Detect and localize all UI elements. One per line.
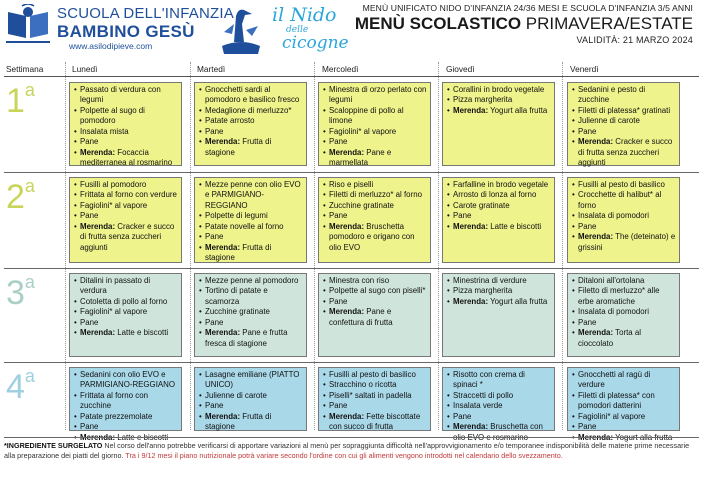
week-number-3 bbox=[6, 274, 35, 313]
menu-item: • Filetti di merluzzo* al forno bbox=[323, 190, 427, 200]
snack-text: Latte e biscotti bbox=[115, 432, 169, 442]
snack-text: The (deteinato) e grissini bbox=[578, 232, 676, 252]
snack-label: Merenda: bbox=[205, 137, 241, 147]
menu-item: • Piselli* saltati in padella bbox=[323, 391, 427, 401]
menu-cell-week4-monday bbox=[69, 367, 182, 442]
snack-label: Merenda: bbox=[80, 221, 116, 231]
row-divider bbox=[4, 172, 699, 173]
snack-label: Merenda: bbox=[80, 328, 116, 338]
menu-item: • Carote gratinate bbox=[447, 201, 551, 211]
menu-item: • Pane bbox=[74, 422, 178, 432]
menu-item: • Julienne di carote bbox=[572, 116, 676, 126]
menu-item: • Pane bbox=[199, 232, 303, 242]
snack-text: Latte e biscotti bbox=[488, 221, 542, 231]
snack-label: Merenda: bbox=[329, 307, 365, 317]
menu-item: • Insalata di pomodori bbox=[572, 211, 676, 221]
nido-logo bbox=[272, 6, 349, 52]
menu-item: • Fagiolini* al vapore bbox=[572, 412, 676, 422]
menu-item: • Ditalini in passato di verdura bbox=[74, 276, 178, 297]
menu-item: • Pane bbox=[447, 211, 551, 221]
table-header-row bbox=[4, 62, 699, 77]
row-divider bbox=[4, 362, 699, 363]
column-header-wednesday: Mercoledì bbox=[322, 64, 359, 74]
snack-item bbox=[74, 328, 178, 338]
snack-item bbox=[74, 148, 178, 169]
snack-item bbox=[199, 243, 303, 264]
menu-item: • Risotto con crema di spinaci * bbox=[447, 370, 551, 391]
menu-item: • Julienne di carote bbox=[199, 391, 303, 401]
menu-item: • Cotoletta di pollo al forno bbox=[74, 297, 178, 307]
menu-item: • Frittata al forno con verdure bbox=[74, 190, 178, 200]
menu-item: • Polpette al sugo di pomodoro bbox=[74, 106, 178, 127]
snack-item bbox=[447, 106, 551, 116]
menu-item: • Crocchette di halibut* al forno bbox=[572, 190, 676, 211]
menu-item: • Filetti di platessa* gratinati bbox=[572, 106, 676, 116]
menu-validity: VALIDITÀ: 21 MARZO 2024 bbox=[576, 34, 693, 45]
menu-item: • Pane bbox=[199, 401, 303, 411]
menu-item: • Pane bbox=[199, 127, 303, 137]
menu-item: • Pane bbox=[199, 318, 303, 328]
menu-cell-week4-wednesday bbox=[318, 367, 431, 431]
menu-item: • Pane bbox=[323, 401, 427, 411]
snack-item bbox=[74, 222, 178, 253]
snack-label: Merenda: bbox=[578, 328, 614, 338]
snack-text: Yogurt alla frutta bbox=[613, 432, 673, 442]
menu-cell-week1-thursday bbox=[442, 82, 555, 166]
menu-item: • Stracchino o ricotta bbox=[323, 380, 427, 390]
menu-cell-week3-thursday bbox=[442, 273, 555, 357]
menu-item: • Patate prezzemolate bbox=[74, 412, 178, 422]
menu-item: • Pane bbox=[323, 297, 427, 307]
snack-item bbox=[199, 328, 303, 349]
menu-item: • Medaglione di merluzzo* bbox=[199, 106, 303, 116]
menu-item: • Fusilli al pesto di basilico bbox=[323, 370, 427, 380]
footer-note-weaning: Tra i 9/12 mesi il piano nutrizionale potrà variare secondo l'ordine con cui gli alimenti vengono introdotti nel calendario dello svezzamento. bbox=[123, 450, 563, 460]
nido-logo-line1: il Nido bbox=[272, 4, 337, 26]
snack-item bbox=[572, 232, 676, 253]
week-number-1-digit: 1 bbox=[6, 82, 25, 120]
menu-cell-week4-thursday bbox=[442, 367, 555, 442]
snack-text: Bruschetta con olio EVO e rosmarino bbox=[453, 422, 543, 442]
snack-label: Merenda: bbox=[205, 411, 241, 421]
footer-note-text: Nel corso dell'anno potrebbe verificarsi di apportare variazioni al menù per sopraggiunta difficoltà nell'approvvigionamento e/o temporanee indisponibilità delle materie prime necessarie alla preparazione dei piatti del giorno. bbox=[4, 441, 690, 460]
snack-text: Fette biscottate con succo di frutta bbox=[329, 411, 421, 432]
menu-cell-week1-friday bbox=[567, 82, 680, 166]
week-number-4 bbox=[6, 368, 35, 407]
menu-cell-week1-wednesday bbox=[318, 82, 431, 166]
menu-item: • Straccetti di pollo bbox=[447, 391, 551, 401]
snack-text: Latte e biscotti bbox=[115, 328, 169, 338]
snack-text: Frutta di stagione bbox=[205, 242, 272, 262]
menu-item: • Mezze penne al pomodoro bbox=[199, 276, 303, 286]
menu-item: • Polpette al sugo con piselli* bbox=[323, 286, 427, 296]
menu-item: • Ditaloni all'ortolana bbox=[572, 276, 676, 286]
menu-item: • Gnocchetti al ragù di verdure bbox=[572, 370, 676, 391]
menu-cell-week1-monday bbox=[69, 82, 182, 166]
week-number-1-suffix: a bbox=[24, 80, 35, 100]
menu-cell-week2-friday bbox=[567, 177, 680, 263]
snack-item bbox=[323, 222, 427, 253]
menu-item: • Pane bbox=[572, 222, 676, 232]
snack-text: Pane e marmellata bbox=[329, 147, 392, 167]
snack-label: Merenda: bbox=[205, 328, 241, 338]
menu-cell-week2-wednesday bbox=[318, 177, 431, 263]
menu-cell-week3-tuesday bbox=[194, 273, 307, 357]
menu-item: • Farfalline in brodo vegetale bbox=[447, 180, 551, 190]
nido-logo-line3: cicogne bbox=[282, 33, 349, 53]
week-number-3-suffix: a bbox=[24, 272, 35, 292]
menu-item: • Minestra con riso bbox=[323, 276, 427, 286]
snack-text: Focaccia mediterranea al rosmarino bbox=[80, 147, 173, 167]
menu-item: • Pane bbox=[74, 137, 178, 147]
menu-item: • Arrosto di lonza al forno bbox=[447, 190, 551, 200]
week-number-3-digit: 3 bbox=[6, 274, 25, 312]
snack-item bbox=[199, 137, 303, 158]
column-divider bbox=[438, 62, 439, 430]
school-name-line1: SCUOLA DELL'INFANZIA bbox=[57, 5, 234, 22]
snack-label: Merenda: bbox=[578, 432, 614, 442]
nido-logo-line2: delle bbox=[286, 25, 309, 35]
menu-item: • Insalata verde bbox=[447, 401, 551, 411]
menu-item: • Polpette di legumi bbox=[199, 211, 303, 221]
menu-item: • Frittata al forno con zucchine bbox=[74, 391, 178, 412]
menu-item: • Pane bbox=[447, 412, 551, 422]
snack-item bbox=[199, 412, 303, 433]
menu-item: • Sedanini e pesto di zucchine bbox=[572, 85, 676, 106]
column-header-tuesday: Martedì bbox=[197, 64, 226, 74]
menu-item: • Pane bbox=[572, 318, 676, 328]
snack-text: Bruschetta pomodoro e origano con olio EVO bbox=[329, 221, 415, 252]
snack-label: Merenda: bbox=[329, 411, 365, 421]
snack-item bbox=[447, 297, 551, 307]
menu-item: • Passato di verdura con legumi bbox=[74, 85, 178, 106]
snack-label: Merenda: bbox=[453, 296, 489, 306]
stork-nest-icon bbox=[212, 2, 270, 58]
column-divider bbox=[190, 62, 191, 430]
menu-item: • Pizza margherita bbox=[447, 286, 551, 296]
menu-item: • Fagiolini* al vapore bbox=[323, 127, 427, 137]
snack-label: Merenda: bbox=[329, 147, 365, 157]
menu-item: • Insalata mista bbox=[74, 127, 178, 137]
column-divider bbox=[65, 62, 66, 430]
menu-cell-week1-tuesday bbox=[194, 82, 307, 166]
menu-item: • Lasagne emiliane (PIATTO UNICO) bbox=[199, 370, 303, 391]
menu-item: • Pane bbox=[74, 318, 178, 328]
menu-item: • Patate arrosto bbox=[199, 116, 303, 126]
menu-item: • Pane bbox=[572, 127, 676, 137]
column-divider bbox=[562, 62, 563, 430]
menu-table bbox=[4, 62, 699, 77]
snack-item bbox=[323, 148, 427, 169]
menu-item: • Mezze penne con olio EVO e PARMIGIANO-REGGIANO bbox=[199, 180, 303, 211]
menu-cell-week2-tuesday bbox=[194, 177, 307, 263]
column-divider bbox=[314, 62, 315, 430]
column-header-thursday: Giovedì bbox=[446, 64, 475, 74]
snack-item bbox=[323, 412, 427, 433]
menu-item: • Insalata di pomodori bbox=[572, 307, 676, 317]
snack-text: Pane e confettura di frutta bbox=[329, 307, 393, 327]
menu-item: • Pane bbox=[74, 211, 178, 221]
row-divider bbox=[4, 268, 699, 269]
column-header-friday: Venerdì bbox=[570, 64, 599, 74]
menu-item: • Fagiolini* al vapore bbox=[74, 201, 178, 211]
snack-item bbox=[447, 222, 551, 232]
snack-text: Torta al cioccolato bbox=[578, 328, 642, 348]
menu-item: • Sedanini con olio EVO e PARMIGIANO-REGGIANO bbox=[74, 370, 178, 391]
menu-cell-week3-wednesday bbox=[318, 273, 431, 357]
snack-label: Merenda: bbox=[80, 147, 116, 157]
menu-season: PRIMAVERA/ESTATE bbox=[521, 14, 693, 34]
snack-label: Merenda: bbox=[453, 221, 489, 231]
page-header bbox=[0, 0, 703, 64]
snack-label: Merenda: bbox=[578, 137, 614, 147]
week-number-1 bbox=[6, 82, 35, 121]
menu-item: • Tortino di patate e scamorza bbox=[199, 286, 303, 307]
school-name bbox=[57, 6, 234, 51]
menu-cell-week2-thursday bbox=[442, 177, 555, 263]
snack-text: Frutta di stagione bbox=[205, 137, 272, 157]
menu-cell-week3-friday bbox=[567, 273, 680, 357]
footer-note bbox=[4, 437, 699, 460]
menu-item: • Pane bbox=[572, 422, 676, 432]
menu-title-main: MENÙ SCOLASTICO bbox=[354, 14, 522, 34]
snack-text: Cracker e succo di frutta senza zuccheri aggiunti bbox=[578, 137, 673, 167]
menu-item: • Patate novelle al forno bbox=[199, 222, 303, 232]
menu-title-block bbox=[355, 4, 693, 45]
snack-item bbox=[572, 137, 676, 168]
menu-item: • Pane bbox=[323, 137, 427, 147]
menu-item: • Minestra di orzo perlato con legumi bbox=[323, 85, 427, 106]
menu-cell-week4-tuesday bbox=[194, 367, 307, 431]
menu-item: • Corallini in brodo vegetale bbox=[447, 85, 551, 95]
footer-note-label: *INGREDIENTE SURGELATO bbox=[4, 441, 103, 450]
snack-label: Merenda: bbox=[453, 105, 489, 115]
menu-item: • Gnocchetti sardi al pomodoro e basilico fresco bbox=[199, 85, 303, 106]
week-number-4-digit: 4 bbox=[6, 368, 25, 406]
column-header-monday: Lunedì bbox=[72, 64, 98, 74]
menu-cell-week2-monday bbox=[69, 177, 182, 263]
snack-label: Merenda: bbox=[205, 242, 241, 252]
snack-label: Merenda: bbox=[453, 422, 489, 432]
menu-item: • Filetti di platessa* con pomodori datterini bbox=[572, 391, 676, 412]
column-header-week: Settimana bbox=[6, 64, 44, 74]
week-number-2-digit: 2 bbox=[6, 178, 25, 216]
menu-item: • Pane bbox=[323, 211, 427, 221]
menu-item: • Filetto di merluzzo* alle erbe aromatiche bbox=[572, 286, 676, 307]
snack-text: Cracker e succo di frutta senza zuccheri aggiunti bbox=[80, 221, 175, 252]
snack-text: Yogurt alla frutta bbox=[488, 105, 548, 115]
menu-subtitle: MENÙ UNIFICATO NIDO D'INFANZIA 24/36 MESI E SCUOLA D'INFANZIA 3/5 ANNI bbox=[362, 3, 693, 13]
week-number-2 bbox=[6, 178, 35, 217]
menu-title bbox=[355, 15, 693, 33]
menu-item: • Minestrina di verdure bbox=[447, 276, 551, 286]
menu-item: • Zucchine gratinate bbox=[323, 201, 427, 211]
week-number-4-suffix: a bbox=[24, 366, 35, 386]
school-website[interactable]: www.asilodipieve.com bbox=[69, 41, 153, 51]
menu-item: • Pizza margherita bbox=[447, 95, 551, 105]
menu-cell-week3-monday bbox=[69, 273, 182, 357]
menu-cell-week4-friday bbox=[567, 367, 680, 442]
menu-item: • Riso e piselli bbox=[323, 180, 427, 190]
school-name-line2: BAMBINO GESÙ bbox=[57, 22, 195, 41]
snack-item bbox=[572, 328, 676, 349]
snack-label: Merenda: bbox=[329, 221, 365, 231]
snack-item bbox=[323, 307, 427, 328]
snack-text: Frutta di stagione bbox=[205, 411, 272, 432]
menu-item: • Fusilli al pomodoro bbox=[74, 180, 178, 190]
school-logo-icon bbox=[4, 4, 52, 48]
menu-item: • Scaloppine di pollo al limone bbox=[323, 106, 427, 127]
menu-item: • Fagiolini* al vapore bbox=[74, 307, 178, 317]
snack-label: Merenda: bbox=[578, 232, 614, 242]
menu-item: • Fusilli al pesto di basilico bbox=[572, 180, 676, 190]
snack-label: Merenda: bbox=[80, 432, 116, 442]
snack-text: Pane e frutta fresca di stagione bbox=[205, 328, 288, 348]
snack-text: Yogurt alla frutta bbox=[488, 296, 548, 306]
week-number-2-suffix: a bbox=[24, 176, 35, 196]
menu-item: • Zucchine gratinate bbox=[199, 307, 303, 317]
